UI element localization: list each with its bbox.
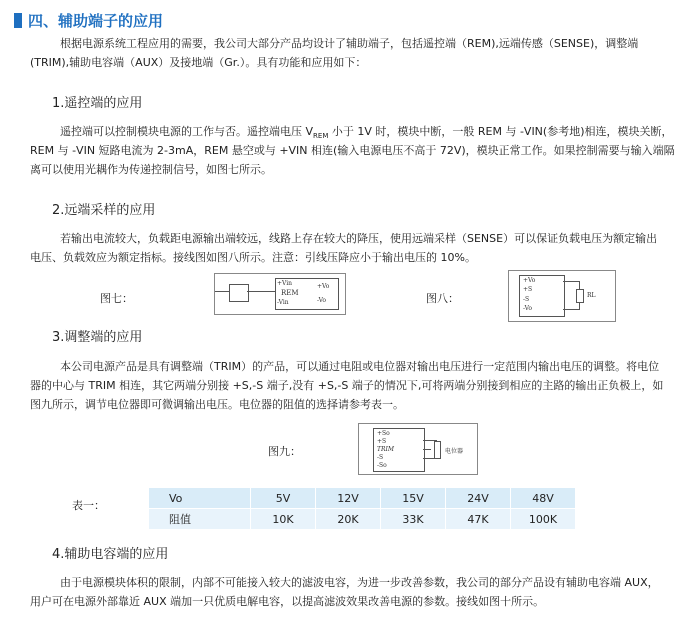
- fig8-pin: +Vo: [523, 277, 536, 284]
- section-title: 四、辅助端子的应用: [14, 10, 163, 31]
- potentiometer-icon: [434, 441, 441, 459]
- s1-line-2: REM 与 -VIN 短路电流为 2-3mA，REM 悬空或与 +VIN 相连(输入电源电压不高于 72V)，模块正常工作。如果控制需要与输入端隔: [30, 144, 675, 157]
- fig9-pin: +S: [377, 438, 387, 445]
- s2-line-2: 电压、负载效应为额定指标。接线图如图八所示。注意：引线压降应小于输出电压的 10%。: [30, 251, 476, 264]
- table-cell: 33K: [381, 509, 446, 530]
- fig8-pin: -Vo: [523, 305, 532, 312]
- table-row: [149, 509, 576, 530]
- fig7-diagram: [214, 273, 346, 315]
- heading-marker-icon: [14, 13, 22, 28]
- table-cell: 47K: [446, 509, 511, 530]
- fig9-pin: TRIM: [377, 446, 395, 453]
- s2-title: 2.远端采样的应用: [52, 203, 156, 218]
- table-cell: 100K: [511, 509, 576, 530]
- fig7-pin: REM: [281, 289, 299, 297]
- table-cell: 48V: [511, 488, 576, 509]
- table-row: [149, 488, 576, 509]
- fig8-label: 图八：: [426, 292, 459, 305]
- fig8-pin: -S: [523, 296, 530, 303]
- fig7-pin: +Vo: [317, 283, 330, 290]
- table-cell: Vo: [149, 488, 251, 509]
- optocoupler-icon: [229, 284, 249, 302]
- fig9-diagram: [358, 423, 478, 475]
- s3-line-2: 器的中心与 TRIM 相连，其它两端分别接 +S,-S 端子,没有 +S,-S 端子的情况下,可将两端分别接到相应的主路的输出正负极上，如: [30, 379, 664, 392]
- s3-line-3: 图九所示，调节电位器即可微调输出电压。电位器的阻值的选择请参考表一。: [30, 398, 404, 411]
- table-cell: 10K: [251, 509, 316, 530]
- fig8-pin: +S: [523, 286, 533, 293]
- fig8-pin: RL: [587, 292, 596, 299]
- table-cell: 15V: [381, 488, 446, 509]
- load-resistor-icon: [576, 289, 584, 303]
- fig8-diagram: [508, 270, 616, 322]
- fig9-label: 图九：: [268, 445, 301, 458]
- fig9-pin: +So: [377, 430, 390, 437]
- s3-line-1: 本公司电源产品是具有调整端（TRIM）的产品，可以通过电阻或电位器对输出电压进行一定范围内输出电压的调整。将电位: [60, 360, 660, 373]
- fig7-pin: -Vo: [317, 297, 326, 304]
- fig7-pin: -Vin: [277, 299, 289, 306]
- table-cell: 阻值: [149, 509, 251, 530]
- s1-title: 1.遥控端的应用: [52, 96, 143, 111]
- intro-line-1: 根据电源系统工程应用的需要，我公司大部分产品均设计了辅助端子，包括遥控端（REM),远端传感（SENSE)，调整端: [60, 37, 639, 50]
- s4-title: 4.辅助电容端的应用: [52, 547, 169, 562]
- table-label: 表一：: [72, 499, 105, 512]
- intro-line-2: (TRIM),辅助电容端（AUX）及接地端（Gr.）。具有功能和应用如下：: [30, 56, 367, 69]
- table-cell: 12V: [316, 488, 381, 509]
- table-cell: 20K: [316, 509, 381, 530]
- fig7-pin: +Vin: [277, 280, 293, 287]
- s2-line-1: 若输出电流较大，负载距电源输出端较远，线路上存在较大的降压，使用远端采样（SENSE）可以保证负载电压为额定输出: [60, 232, 658, 245]
- fig9-pin: -S: [377, 454, 384, 461]
- s4-line-1: 由于电源模块体积的限制，内部不可能接入较大的滤波电容，为进一步改善参数，我公司的部分产品设有辅助电容端 AUX，: [60, 576, 659, 589]
- table-cell: 5V: [251, 488, 316, 509]
- fig9-pin: 电位器: [445, 448, 464, 455]
- table-cell: 24V: [446, 488, 511, 509]
- s3-title: 3.调整端的应用: [52, 330, 143, 345]
- fig9-pin: -So: [377, 462, 387, 469]
- trim-resistor-table: [148, 487, 576, 530]
- s1-line-3: 离可以使用光耦作为传递控制信号，如图七所示。: [30, 163, 272, 176]
- s4-line-2: 用户可在电源外部靠近 AUX 端加一只优质电解电容，以提高滤波效果改善电源的参数。接线如图十所示。: [30, 595, 545, 608]
- fig7-label: 图七：: [100, 292, 133, 305]
- s1-line-1: 遥控端可以控制模块电源的工作与否。遥控端电压 $V_{REM}$ 小于 1V 时，模块中断，一般 REM 与 -VIN(参考地)相连，模块关断，: [60, 125, 673, 141]
